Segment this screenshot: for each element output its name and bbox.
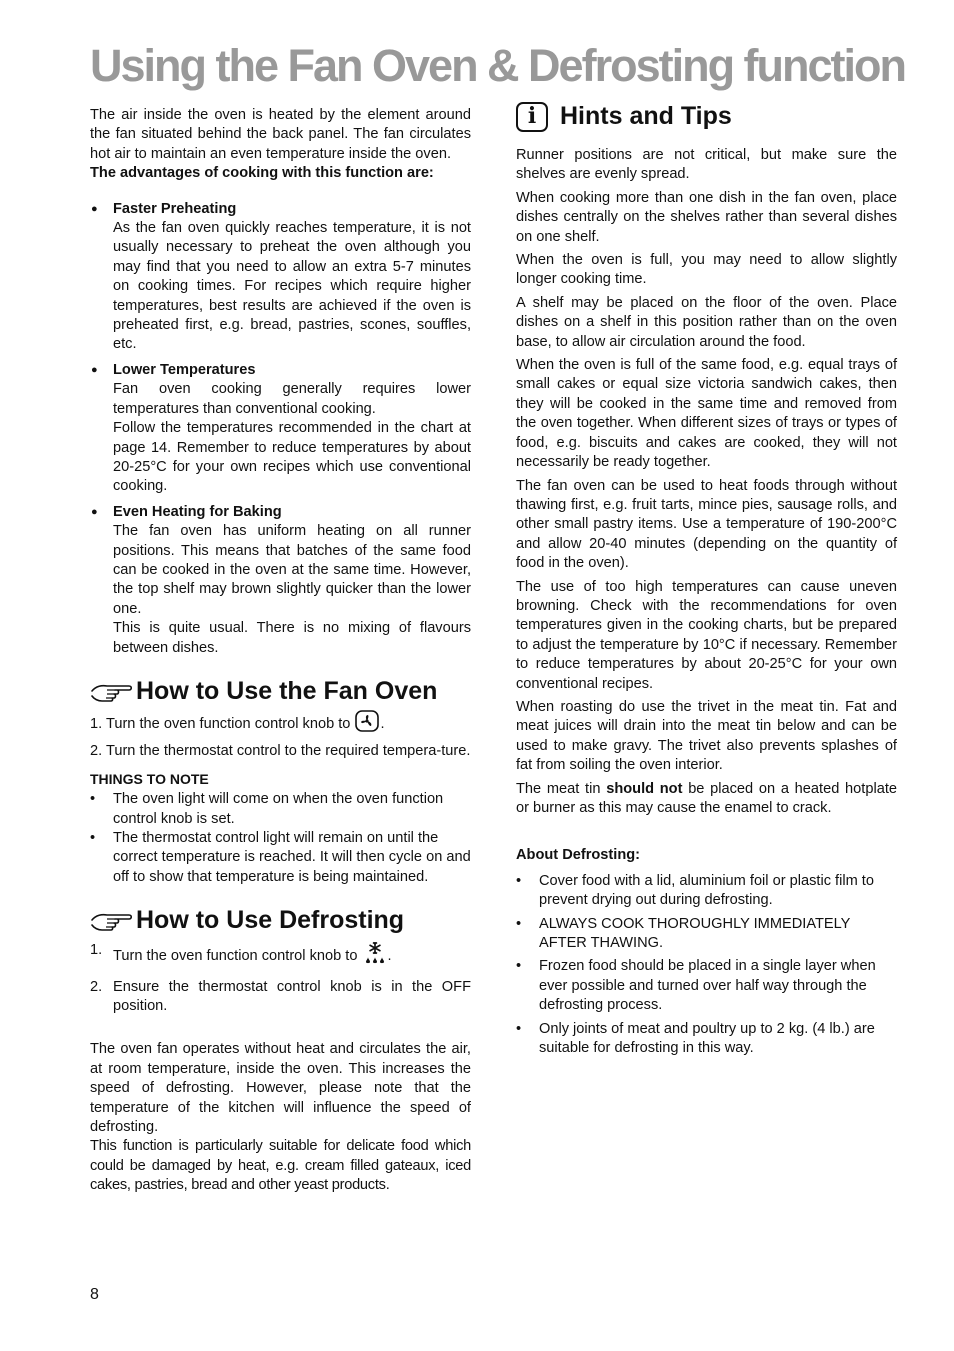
advantage-text: Follow the temperatures recommended in the chart at page 14. Remember to reduce temperatures by about 20-25°C for your own recipes which use conventional cooking.	[113, 420, 471, 495]
hints-heading-text: Hints and Tips	[560, 102, 732, 131]
things-to-note-heading: THINGS TO NOTE	[90, 770, 209, 787]
hint-paragraph: When cooking more than one dish in the fan oven, place dishes centrally on the shelves rather than several dishes on one shelf.	[516, 189, 897, 245]
advantages-list	[90, 200, 471, 658]
bullet-icon: •	[90, 791, 96, 808]
bullet-icon: ●	[91, 202, 98, 215]
bullet-icon: •	[516, 915, 522, 932]
list-item: • Only joints of meat and poultry up to 2 kg. (4 lb.) are suitable for defrosting in this way.	[516, 1020, 875, 1057]
hint-paragraph: When the oven is full of the same food, e.g. equal trays of small cakes or equal size victoria sandwich cakes, then they will be cooked in the same time and removed from the oven together. When different sizes of trays or types of food, e.g. biscuits and cakes are cooked, they will not necessarily be ready together.	[516, 357, 897, 471]
bullet-icon: ●	[91, 505, 98, 518]
advantage-item	[90, 503, 471, 658]
advantage-item	[90, 200, 471, 355]
bullet-icon: •	[516, 958, 522, 975]
defrost-step-2: 2. Ensure the thermostat control knob is in the OFF position.	[90, 978, 471, 1015]
bullet-icon: •	[516, 872, 522, 889]
page-number: 8	[90, 1286, 99, 1303]
list-item: • The oven light will come on when the oven function control knob is set.	[90, 791, 444, 827]
list-item: • Cover food with a lid, aluminium foil or plastic film to prevent drying out during defrosting.	[516, 872, 874, 909]
about-defrosting-list	[516, 872, 897, 1059]
about-defrosting-heading: About Defrosting:	[516, 847, 641, 864]
left-column	[90, 106, 471, 1196]
hint-paragraph: The use of too high temperatures can cause uneven browning. Check with the recommendations for oven temperatures given in the cooking charts, but be prepared to adjust the temperature by 10°C if necessary. Remember to reduce temperatures by about 20-25°C for your own conventional recipes.	[516, 578, 897, 692]
advantages-heading: The advantages of cooking with this function are:	[90, 165, 434, 182]
fan-oven-heading	[90, 676, 471, 706]
defrost-symbol-icon	[363, 941, 387, 971]
fan-oven-step-2: 2. Turn the thermostat control to the required tempera-ture.	[90, 743, 471, 760]
bullet-icon: •	[90, 830, 96, 846]
fan-oven-heading-text: How to Use the Fan Oven	[136, 676, 438, 705]
fan-oven-step-1: 1. Turn the oven function control knob to .	[90, 710, 471, 738]
hint-paragraph: The fan oven can be used to heat foods through without thawing first, e.g. fruit tarts, mince pies, sausage rolls, and other small pastry items. Use a temperature of 190-200°C and allow 20-40 minutes (depending on the quantity of food in the oven).	[516, 477, 897, 572]
list-item: • ALWAYS COOK THOROUGHLY IMMEDIATELY AFTER THAWING.	[516, 915, 851, 952]
advantage-text: Fan oven cooking generally requires lower temperatures than conventional cooking.	[113, 381, 471, 417]
advantage-item	[90, 361, 471, 497]
bullet-icon: ●	[91, 363, 98, 376]
info-icon: i	[516, 102, 548, 132]
advantage-heading: Even Heating for Baking	[113, 503, 282, 520]
meat-tin-warning: The meat tin should not be placed on a heated hotplate or burner as this may cause the enamel to crack.	[516, 780, 897, 816]
hint-paragraph: A shelf may be placed on the floor of the oven. Place dishes on a shelf in this position rather than on the oven base, to allow air circulation around the food.	[516, 294, 897, 350]
defrost-paragraph: The oven fan operates without heat and circulates the air, at room temperature, inside the oven. This increases the speed of defrosting. However, please note that the temperature of the kitchen will influence the speed of defrosting.	[90, 1041, 471, 1136]
fan-symbol-icon	[355, 710, 379, 738]
defrost-step-1: 1. Turn the oven function control knob to .	[90, 941, 471, 971]
right-column	[516, 102, 897, 1058]
hint-paragraph: Runner positions are not critical, but make sure the shelves are evenly spread.	[516, 147, 897, 183]
page-title: Using the Fan Oven & Defrosting function	[90, 40, 906, 91]
things-to-note-list	[90, 790, 471, 887]
intro-text: The air inside the oven is heated by the element around the fan situated behind the back panel. The fan circulates hot air to maintain an even temperature inside the oven.	[90, 107, 471, 162]
advantage-text: The fan oven has uniform heating on all runner positions. This means that batches of the same food can be cooked in the oven at the same time. However, the top shelf may brown slightly quicker than the lower one.	[113, 523, 471, 617]
advantage-text: This is quite usual. There is no mixing of flavours between dishes.	[113, 620, 471, 656]
defrosting-heading	[90, 905, 471, 935]
bullet-icon: •	[516, 1020, 522, 1037]
hints-heading	[516, 102, 897, 132]
hint-paragraph: When roasting do use the trivet in the meat tin. Fat and meat juices will drain into the meat tin below and can be used to make gravy. The trivet also prevents splashes of fat from soiling the oven interior.	[516, 698, 897, 774]
advantage-heading: Faster Preheating	[113, 200, 237, 217]
defrosting-heading-text: How to Use Defrosting	[136, 906, 405, 935]
defrost-paragraph: This function is particularly suitable for delicate food which could be damaged by heat, e.g. cream filled gateaux, iced cakes, pastries, bread and other yeast products.	[90, 1138, 471, 1194]
advantage-text: As the fan oven quickly reaches temperature, it is not usually necessary to preheat the oven although you may find that you need to allow an extra 5-7 minutes on cooking times. For recipes which require higher temperatures, best results are achieved if the oven is preheated first, e.g. bread, pastries, scones, souffles, etc.	[113, 220, 471, 353]
pointing-hand-icon	[90, 677, 134, 705]
list-item: • Frozen food should be placed in a single layer when ever possible and turned over half way through the defrosting process.	[516, 958, 876, 1014]
hint-paragraph: When the oven is full, you may need to allow slightly longer cooking time.	[516, 252, 897, 288]
list-item: • The thermostat control light will remain on until the correct temperature is reached. It will then cycle on and off to show that temperature is being maintained.	[90, 830, 471, 885]
advantage-heading: Lower Temperatures	[113, 361, 256, 378]
pointing-hand-icon	[90, 906, 134, 934]
